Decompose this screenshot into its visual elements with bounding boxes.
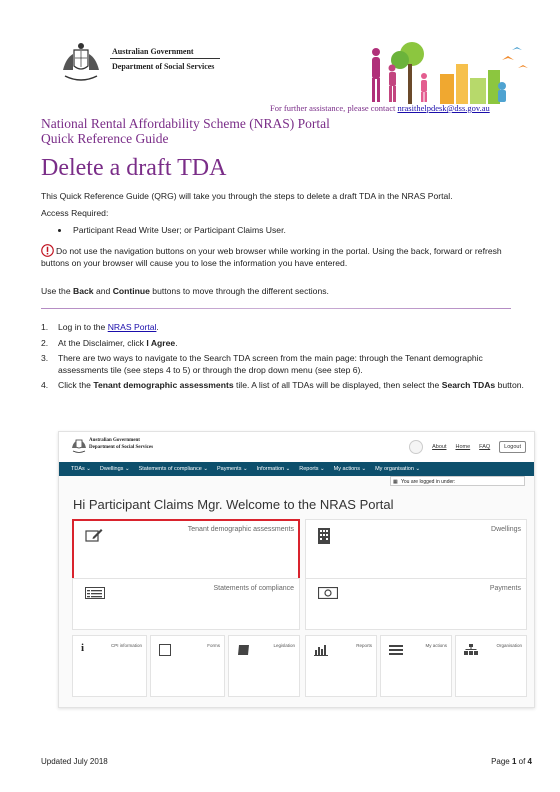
step-text: . — [156, 322, 159, 332]
step-text: tile. A list of all TDAs will be displayed, then select the — [233, 380, 442, 390]
nav-my-organisation[interactable]: My organisation ⌄ — [375, 466, 421, 472]
tile-organisation[interactable] — [455, 635, 527, 697]
nras-portal-link[interactable]: NRAS Portal — [107, 322, 157, 332]
portal-screenshot — [58, 431, 535, 708]
step-text: . — [175, 337, 178, 348]
step-item — [41, 353, 531, 376]
page-mid: of — [516, 757, 528, 766]
highlight-box — [72, 519, 300, 580]
step-text: button. — [495, 380, 524, 390]
tile-label: Statements of compliance — [213, 585, 294, 592]
nav-note-continue: Continue — [112, 286, 150, 296]
step-item — [41, 380, 531, 392]
tile-dwellings[interactable] — [305, 519, 527, 580]
step-text: At the Disclaimer, click — [58, 337, 147, 348]
contact-line — [270, 103, 490, 113]
tile-label: Forms — [207, 643, 220, 648]
accessibility-icon[interactable] — [409, 440, 423, 454]
steps-list — [41, 322, 531, 396]
tile-label: Tenant demographic assessments — [187, 526, 294, 533]
building-icon — [318, 528, 330, 544]
tile-label: Legislation — [273, 643, 295, 648]
logged-in-text: You are logged in under: — [401, 479, 456, 485]
tile-label: Payments — [489, 585, 521, 592]
step-bold: Search TDAs — [441, 380, 496, 390]
gov-name: Australian Government — [112, 47, 194, 56]
info-icon: i — [81, 642, 85, 654]
portal-gov-name: Australian Government — [89, 438, 140, 443]
nav-note-back: Back — [73, 286, 94, 296]
tile-cpi-information[interactable] — [72, 635, 147, 697]
portal-title-line-2: Quick Reference Guide — [41, 131, 169, 146]
step-text: There are two ways to navigate to the Search TDA screen from the main page: through the Tenant demographic assessments tile (see steps 4 to 5) or through the drop down menu (see step 6). — [58, 353, 483, 375]
step-item — [41, 338, 531, 350]
tile-label: CPI information — [110, 643, 142, 648]
section-divider — [41, 308, 511, 309]
portal-title-line-1: National Rental Affordability Scheme (NRAS) Portal — [41, 116, 330, 131]
footer-updated: Updated July 2018 — [41, 757, 108, 766]
contact-text: For further assistance, please contact — [270, 103, 396, 113]
tile-legislation[interactable] — [228, 635, 300, 697]
tile-label: My actions — [425, 643, 447, 648]
step-number: 4. — [41, 380, 49, 390]
tile-forms[interactable] — [150, 635, 225, 697]
step-number: 1. — [41, 322, 49, 332]
tile-label: Reports — [356, 643, 372, 648]
page-prefix: Page — [491, 757, 512, 766]
nav-note-part: and — [93, 286, 113, 296]
access-item-text: Participant Read Write User; or Participant Claims User. — [73, 225, 286, 235]
navigation-note — [41, 286, 329, 296]
step-item — [41, 322, 531, 334]
nav-information[interactable]: Information ⌄ — [256, 466, 291, 472]
page-title: Delete a draft TDA — [41, 155, 227, 181]
money-icon — [318, 587, 338, 599]
warning-text: Do not use the navigation buttons on your web browser while working in the portal. Using the back, forward or refresh buttons on your browser will cause you to lose the information you have entered. — [41, 246, 502, 268]
bullet-icon — [58, 229, 61, 232]
intro-text: This Quick Reference Guide (QRG) will take you through the steps to delete a draft TDA in the NRAS Portal. — [41, 191, 453, 201]
nav-statements-of-compliance[interactable]: Statements of compliance ⌄ — [138, 466, 208, 472]
nav-my-actions[interactable]: My actions ⌄ — [333, 466, 367, 472]
portal-title — [41, 116, 330, 146]
step-number: 3. — [41, 353, 49, 363]
step-text: Log in to the — [58, 322, 108, 332]
tile-label: Organisation — [496, 643, 522, 648]
logo-divider — [110, 58, 220, 59]
portal-gov-logo — [89, 437, 153, 451]
nav-note-part: Use the — [41, 286, 74, 296]
access-item — [58, 225, 286, 235]
org-icon: ▦ — [393, 479, 398, 485]
tile-my-actions[interactable] — [380, 635, 452, 697]
nav-reports[interactable]: Reports ⌄ — [299, 466, 325, 472]
list-icon — [85, 587, 105, 599]
portal-header — [59, 432, 534, 462]
faq-link[interactable]: FAQ — [479, 444, 491, 450]
tile-reports[interactable] — [305, 635, 377, 697]
nav-tdas[interactable]: TDAs ⌄ — [71, 466, 91, 472]
coat-of-arms-icon — [71, 436, 87, 454]
welcome-heading: Hi Participant Claims Mgr. Welcome to the NRAS Portal — [73, 497, 394, 512]
step-number: 2. — [41, 337, 49, 348]
step-text: Click the — [58, 380, 94, 390]
footer-page-number — [491, 757, 532, 766]
portal-header-links — [409, 440, 526, 454]
home-link[interactable]: Home — [455, 444, 471, 450]
nav-note-part: buttons to move through the different sections. — [149, 286, 329, 296]
warning-note — [41, 244, 531, 269]
warning-icon — [41, 244, 54, 257]
dept-name: Department of Social Services — [112, 62, 215, 71]
portal-navbar — [59, 462, 534, 476]
page-num: 1 — [511, 757, 517, 766]
actions-icon — [389, 644, 403, 656]
coat-of-arms-icon — [60, 40, 102, 84]
tile-payments[interactable] — [305, 578, 527, 630]
book-icon — [237, 644, 251, 656]
org-chart-icon — [464, 644, 478, 656]
step-bold: I Agree — [146, 337, 176, 348]
logged-in-panel — [390, 476, 525, 486]
bar-chart-icon — [314, 644, 328, 656]
tile-statements-of-compliance[interactable] — [72, 578, 300, 630]
helpdesk-email-link[interactable]: nrasithelpdesk@dss.gov.au — [397, 103, 490, 113]
tile-label: Dwellings — [491, 526, 521, 533]
step-bold: Tenant demographic assessments — [93, 380, 234, 390]
portal-dept-name: Department of Social Services — [89, 445, 154, 450]
government-logo — [60, 40, 220, 86]
family-illustration — [352, 40, 532, 104]
page-total: 4 — [527, 757, 532, 766]
nav-payments[interactable]: Payments ⌄ — [217, 466, 248, 472]
access-label: Access Required: — [41, 208, 109, 218]
nav-dwellings[interactable]: Dwellings ⌄ — [99, 466, 130, 472]
form-icon — [159, 644, 171, 656]
about-link[interactable]: About — [432, 444, 447, 450]
logout-button[interactable]: Logout — [499, 441, 526, 453]
